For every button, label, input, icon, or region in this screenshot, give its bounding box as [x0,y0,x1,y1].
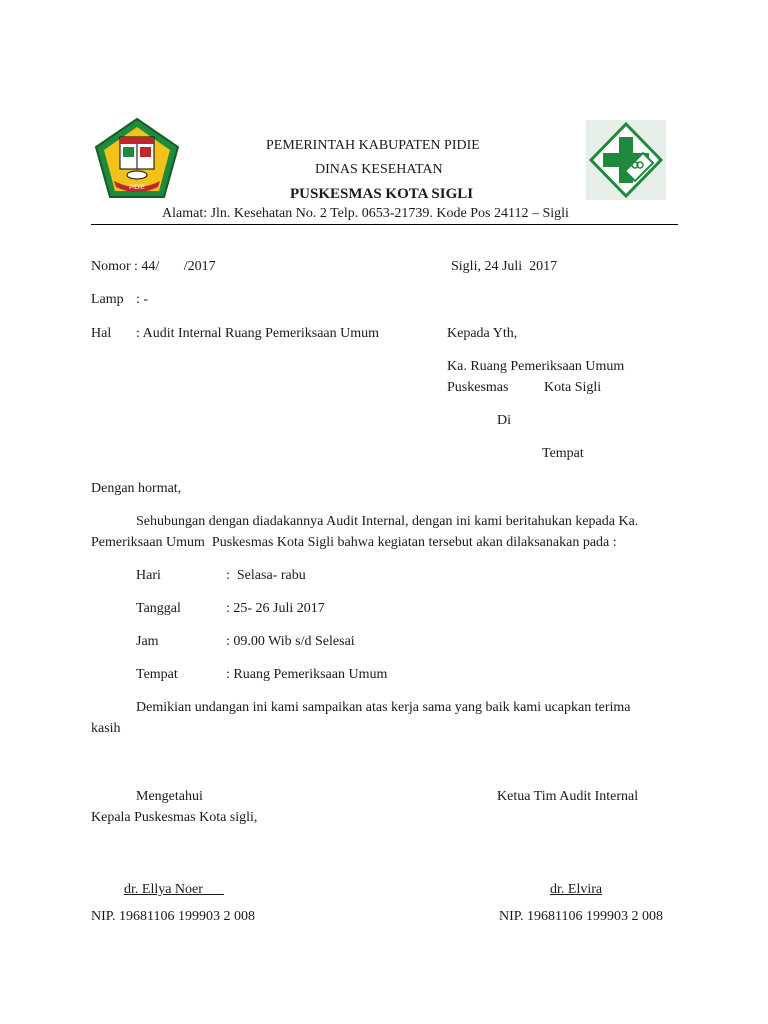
letterhead-address: Alamat: Jln. Kesehatan No. 2 Telp. 0653-21739. Kode Pos 24112 – Sigli [162,206,569,221]
letterhead-institution: PUSKESMAS KOTA SIGLI [290,186,474,202]
left-signer-name-text: dr. Ellya Noer [124,882,203,897]
nomor-label: Nomor [91,259,131,274]
recipient-city: Kota Sigli [544,380,602,395]
detail-label-tanggal: Tanggal [136,601,181,616]
detail-value-jam: : 09.00 Wib s/d Selesai [226,634,355,649]
recipient-title: Ka. Ruang Pemeriksaan Umum [447,359,625,374]
left-signer-role: Kepala Puskesmas Kota sigli, [91,810,258,825]
puskesmas-cross-logo-icon [585,119,667,201]
detail-value-hari: : Selasa- rabu [226,568,306,583]
pidie-regency-emblem-icon [94,117,180,203]
detail-label-hari: Hari [136,568,161,583]
right-signer-name: dr. Elvira [550,882,603,897]
emblem-ribbon-text: PIDIE [129,185,145,191]
letterhead-divider [91,224,678,225]
hal-label: Hal [91,326,112,341]
detail-value-tempat: : Ruang Pemeriksaan Umum [226,667,388,682]
paragraph-1-line-1: Sehubungan dengan diadakannya Audit Internal, dengan ini kami beritahukan kepada Ka. [136,514,639,529]
nomor-value: : 44/ /2017 [134,259,216,274]
closing-line-2: kasih [91,721,121,736]
recipient-di: Di [497,413,511,428]
letterhead-government: PEMERINTAH KABUPATEN PIDIE [266,138,480,153]
detail-value-tanggal: : 25- 26 Juli 2017 [226,601,325,616]
recipient-institution: Puskesmas [447,380,509,395]
left-signer-acknowledgement: Mengetahui [136,789,203,804]
recipient-place: Tempat [542,446,584,461]
lamp-label: Lamp [91,292,124,307]
letter-date: Sigli, 24 Juli 2017 [451,259,558,274]
right-signer-role: Ketua Tim Audit Internal [497,789,639,804]
detail-label-tempat: Tempat [136,667,178,682]
paragraph-1-line-2: Pemeriksaan Umum Puskesmas Kota Sigli bahwa kegiatan tersebut akan dilaksanakan pada : [91,535,617,550]
left-signer-name [124,882,224,898]
left-signer-nip: NIP. 19681106 199903 2 008 [91,909,255,924]
hal-value: : Audit Internal Ruang Pemeriksaan Umum [136,326,380,341]
closing-line-1: Demikian undangan ini kami sampaikan atas kerja sama yang baik kami ucapkan terima [136,700,631,715]
lamp-value: : - [136,292,149,307]
letterhead-department: DINAS KESEHATAN [315,162,443,177]
recipient-salutation: Kepada Yth, [447,326,518,341]
right-signer-nip: NIP. 19681106 199903 2 008 [499,909,663,924]
greeting: Dengan hormat, [91,481,182,496]
detail-label-jam: Jam [136,634,159,649]
